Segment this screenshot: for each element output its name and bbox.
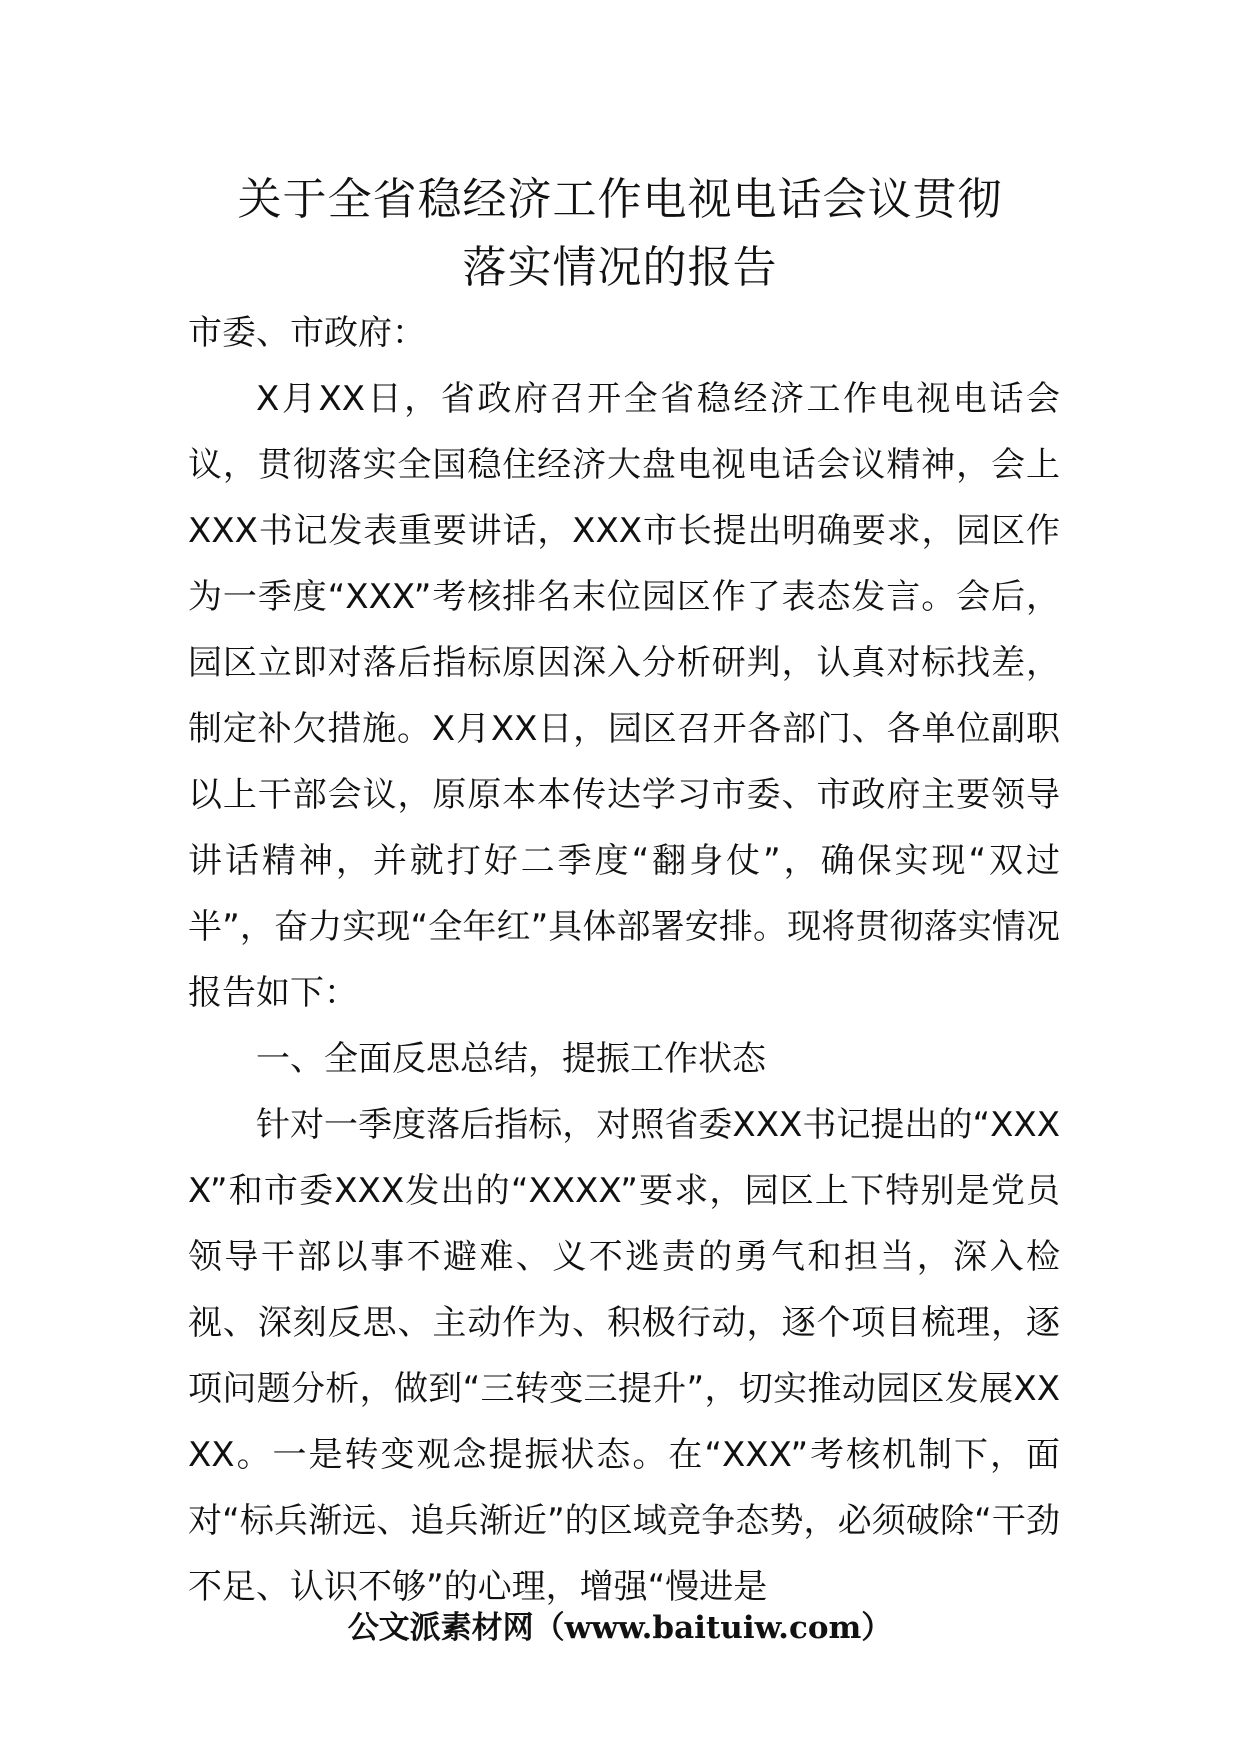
paragraph-intro: X月XX日，省政府召开全省稳经济工作电视电话会议，贯彻落实全国稳住经济大盘电视电话会议精神，会上XXX书记发表重要讲话，XXX市长提出明确要求，园区作为一季度“XXX”考核排名末位园区作了表态发言。会后，园区立即对落后指标原因深入分析研判，认真对标找差，制定补欠措施。X月XX日，园区召开各部门、各单位副职以上干部会议，原原本本传达学习市委、市政府主要领导讲话精神，并就打好二季度“翻身仗”，确保实现“双过半”，奋力实现“全年红”具体部署安排。现将贯彻落实情况报告如下： bbox=[188, 379, 1060, 1013]
document-title-line1: 关于全省稳经济工作电视电话会议贯彻 bbox=[237, 174, 1003, 225]
document-title-line2: 落实情况的报告 bbox=[462, 242, 778, 293]
document-body bbox=[188, 300, 1060, 1620]
footer-watermark: 公文派素材网（www.baituiw.com） bbox=[347, 1610, 893, 1646]
section-heading-1: 一、全面反思总结，提振工作状态 bbox=[256, 1039, 766, 1079]
paragraph-section1: 针对一季度落后指标，对照省委XXX书记提出的“XXXX”和市委XXX发出的“XXXX”要求，园区上下特别是党员领导干部以事不避难、义不逃责的勇气和担当，深入检视、深刻反思、主动作为、积极行动，逐个项目梳理，逐项问题分析，做到“三转变三提升”，切实推动园区发展XXXX。一是转变观念提振状态。在“XXX”考核机制下，面对“标兵渐远、追兵渐近”的区域竞争态势，必须破除“干劲不足、认识不够”的心理，增强“慢进是 bbox=[188, 1105, 1060, 1607]
salutation: 市委、市政府： bbox=[188, 313, 426, 353]
